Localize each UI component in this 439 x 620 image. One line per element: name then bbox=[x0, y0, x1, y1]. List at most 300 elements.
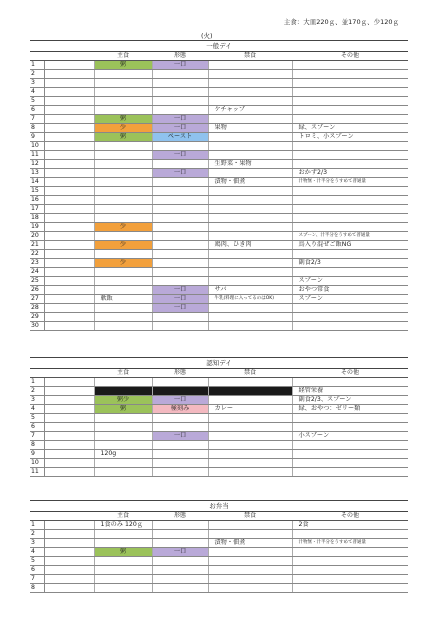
ban-cell bbox=[208, 539, 292, 548]
table-row bbox=[30, 450, 408, 459]
row-gap-cell bbox=[44, 97, 94, 106]
ban-value bbox=[209, 88, 292, 96]
form-value bbox=[153, 450, 208, 458]
ban-cell bbox=[208, 450, 292, 459]
staple-value: 粥 bbox=[95, 405, 152, 413]
ban-cell bbox=[208, 432, 292, 441]
ban-value bbox=[209, 142, 292, 150]
other-value bbox=[293, 214, 409, 222]
ban-value bbox=[209, 387, 292, 395]
form-cell bbox=[152, 214, 208, 223]
form-value: 極刻み bbox=[153, 405, 208, 413]
diet-table bbox=[30, 369, 408, 477]
row-number: 29 bbox=[30, 313, 44, 322]
row-number: 14 bbox=[30, 178, 44, 187]
staple-cell bbox=[94, 205, 152, 214]
other-cell bbox=[292, 521, 408, 530]
row-number: 10 bbox=[30, 459, 44, 468]
staple-cell bbox=[94, 250, 152, 259]
table-row bbox=[30, 396, 408, 405]
other-cell bbox=[292, 313, 408, 322]
staple-cell bbox=[94, 187, 152, 196]
other-cell bbox=[292, 566, 408, 575]
form-value bbox=[153, 423, 208, 431]
row-number: 2 bbox=[30, 70, 44, 79]
row-number: 18 bbox=[30, 214, 44, 223]
row-gap-cell bbox=[44, 557, 94, 566]
ban-cell bbox=[208, 584, 292, 593]
form-value bbox=[153, 459, 208, 467]
row-number: 25 bbox=[30, 277, 44, 286]
form-cell bbox=[152, 79, 208, 88]
table-row bbox=[30, 286, 408, 295]
other-cell bbox=[292, 378, 408, 387]
ban-cell bbox=[208, 241, 292, 250]
header-row bbox=[30, 52, 408, 61]
row-gap-cell bbox=[44, 295, 94, 304]
other-cell bbox=[292, 286, 408, 295]
row-gap-cell bbox=[44, 530, 94, 539]
staple-cell bbox=[94, 539, 152, 548]
form-cell bbox=[152, 115, 208, 124]
form-cell bbox=[152, 196, 208, 205]
other-value: 緑、おやつ：ゼリー類 bbox=[298, 405, 361, 412]
table-row bbox=[30, 575, 408, 584]
other-cell bbox=[292, 97, 408, 106]
table-row bbox=[30, 378, 408, 387]
table-row bbox=[30, 259, 408, 268]
ban-value bbox=[209, 432, 292, 440]
form-cell bbox=[152, 441, 208, 450]
section-title: 一般デイ bbox=[30, 40, 408, 52]
ban-cell bbox=[208, 178, 292, 187]
form-value bbox=[153, 259, 208, 267]
column-header-form: 形態 bbox=[152, 369, 208, 378]
staple-cell bbox=[94, 313, 152, 322]
ban-cell bbox=[208, 459, 292, 468]
table-row bbox=[30, 441, 408, 450]
form-cell bbox=[152, 548, 208, 557]
section-general-day bbox=[30, 40, 408, 331]
other-value: スプーン、汁半分をうすめて普通量 bbox=[298, 233, 370, 238]
row-number: 22 bbox=[30, 250, 44, 259]
form-value bbox=[153, 106, 208, 114]
form-value bbox=[153, 250, 208, 258]
form-cell bbox=[152, 557, 208, 566]
row-gap-cell bbox=[44, 79, 94, 88]
staple-cell bbox=[94, 232, 152, 241]
table-row bbox=[30, 214, 408, 223]
ban-value: 漬物・佃煮 bbox=[214, 178, 246, 185]
row-number: 11 bbox=[30, 151, 44, 160]
staple-cell bbox=[94, 468, 152, 477]
table-row bbox=[30, 295, 408, 304]
column-header-staple: 主食 bbox=[94, 369, 152, 378]
staple-value: 少 bbox=[95, 124, 152, 132]
other-value: 汁物無・汁半分をうすめて普通量 bbox=[298, 540, 366, 545]
table-row bbox=[30, 530, 408, 539]
row-gap-cell bbox=[44, 414, 94, 423]
ban-value bbox=[209, 133, 292, 141]
row-gap-cell bbox=[44, 133, 94, 142]
table-row bbox=[30, 97, 408, 106]
staple-value bbox=[95, 70, 152, 78]
staple-value bbox=[95, 539, 152, 547]
other-value: おかず2/3 bbox=[298, 169, 328, 176]
form-cell bbox=[152, 295, 208, 304]
row-number: 1 bbox=[30, 378, 44, 387]
table-row bbox=[30, 423, 408, 432]
ban-value bbox=[209, 151, 292, 159]
ban-cell bbox=[208, 557, 292, 566]
row-gap-cell bbox=[44, 286, 94, 295]
ban-cell bbox=[208, 405, 292, 414]
other-cell bbox=[292, 575, 408, 584]
staple-value: 120g bbox=[100, 450, 117, 457]
row-number: 13 bbox=[30, 169, 44, 178]
other-value bbox=[293, 88, 409, 96]
section-dementia-day bbox=[30, 357, 408, 477]
ban-cell bbox=[208, 295, 292, 304]
form-value bbox=[153, 205, 208, 213]
ban-cell bbox=[208, 88, 292, 97]
form-cell bbox=[152, 160, 208, 169]
ban-value bbox=[209, 378, 292, 386]
form-cell bbox=[152, 178, 208, 187]
other-cell bbox=[292, 115, 408, 124]
other-value: スプーン bbox=[298, 277, 323, 284]
ban-value bbox=[209, 277, 292, 285]
row-gap-cell bbox=[44, 196, 94, 205]
other-cell bbox=[292, 548, 408, 557]
section-title: 認知デイ bbox=[30, 357, 408, 369]
staple-cell bbox=[94, 450, 152, 459]
staple-value bbox=[95, 205, 152, 213]
ban-cell bbox=[208, 414, 292, 423]
form-value: 一口 bbox=[153, 169, 208, 177]
ban-cell bbox=[208, 142, 292, 151]
staple-value: 粥 bbox=[95, 133, 152, 141]
staple-value: 軟飯 bbox=[100, 295, 113, 302]
other-value: 2食 bbox=[298, 521, 309, 528]
staple-cell bbox=[94, 575, 152, 584]
staple-cell bbox=[94, 106, 152, 115]
form-cell bbox=[152, 468, 208, 477]
staple-value: 粥 bbox=[95, 548, 152, 556]
form-value bbox=[153, 70, 208, 78]
other-cell bbox=[292, 441, 408, 450]
other-value bbox=[293, 414, 409, 422]
row-number: 12 bbox=[30, 160, 44, 169]
ban-value bbox=[209, 548, 292, 556]
form-value: 一口 bbox=[153, 432, 208, 440]
form-cell bbox=[152, 124, 208, 133]
row-gap-cell bbox=[44, 232, 94, 241]
ban-cell bbox=[208, 115, 292, 124]
staple-value: 1食のみ 120ｇ bbox=[100, 521, 143, 528]
ban-cell bbox=[208, 286, 292, 295]
staple-cell bbox=[94, 70, 152, 79]
row-gap-cell bbox=[44, 423, 94, 432]
other-cell bbox=[292, 387, 408, 396]
ban-cell bbox=[208, 530, 292, 539]
staple-cell bbox=[94, 584, 152, 593]
header-blank bbox=[30, 512, 44, 521]
staple-value bbox=[95, 97, 152, 105]
staple-value bbox=[95, 414, 152, 422]
staple-cell bbox=[94, 548, 152, 557]
row-gap-cell bbox=[44, 88, 94, 97]
table-row bbox=[30, 405, 408, 414]
other-value bbox=[293, 151, 409, 159]
table-row bbox=[30, 187, 408, 196]
form-value bbox=[153, 521, 208, 529]
ban-cell bbox=[208, 387, 292, 396]
other-cell bbox=[292, 196, 408, 205]
row-number: 1 bbox=[30, 61, 44, 70]
row-gap-cell bbox=[44, 521, 94, 530]
other-cell bbox=[292, 160, 408, 169]
other-value: スプーン bbox=[298, 295, 323, 302]
staple-value: 少 bbox=[95, 259, 152, 267]
form-cell bbox=[152, 405, 208, 414]
row-gap-cell bbox=[44, 378, 94, 387]
form-value bbox=[153, 223, 208, 231]
column-header-ban: 禁食 bbox=[208, 369, 292, 378]
row-gap-cell bbox=[44, 142, 94, 151]
table-row bbox=[30, 169, 408, 178]
row-gap-cell bbox=[44, 396, 94, 405]
ban-value bbox=[209, 205, 292, 213]
form-value bbox=[153, 322, 208, 330]
table-row bbox=[30, 539, 408, 548]
other-value: 副食2/3、スプーン bbox=[298, 396, 352, 403]
other-cell bbox=[292, 530, 408, 539]
ban-cell bbox=[208, 378, 292, 387]
other-cell bbox=[292, 450, 408, 459]
ban-value bbox=[209, 450, 292, 458]
row-number: 4 bbox=[30, 548, 44, 557]
ban-cell bbox=[208, 160, 292, 169]
row-number: 5 bbox=[30, 414, 44, 423]
row-gap-cell bbox=[44, 575, 94, 584]
staple-value bbox=[95, 566, 152, 574]
other-cell bbox=[292, 151, 408, 160]
other-value bbox=[293, 70, 409, 78]
form-value bbox=[153, 214, 208, 222]
staple-cell bbox=[94, 441, 152, 450]
row-number: 20 bbox=[30, 232, 44, 241]
table-row bbox=[30, 133, 408, 142]
table-row bbox=[30, 151, 408, 160]
staple-cell bbox=[94, 124, 152, 133]
header-blank bbox=[30, 369, 44, 378]
row-gap-cell bbox=[44, 322, 94, 331]
table-row bbox=[30, 459, 408, 468]
ban-cell bbox=[208, 396, 292, 405]
row-number: 15 bbox=[30, 187, 44, 196]
table-row bbox=[30, 566, 408, 575]
other-cell bbox=[292, 405, 408, 414]
ban-value bbox=[209, 169, 292, 177]
form-value bbox=[153, 575, 208, 583]
form-cell bbox=[152, 97, 208, 106]
row-number: 10 bbox=[30, 142, 44, 151]
row-number: 8 bbox=[30, 124, 44, 133]
staple-value: 少 bbox=[95, 223, 152, 231]
staple-cell bbox=[94, 557, 152, 566]
staple-value bbox=[95, 530, 152, 538]
other-cell bbox=[292, 304, 408, 313]
ban-cell bbox=[208, 223, 292, 232]
form-value bbox=[153, 268, 208, 276]
staple-value bbox=[95, 214, 152, 222]
form-value: 一口 bbox=[153, 304, 208, 312]
row-gap-cell bbox=[44, 205, 94, 214]
table-row bbox=[30, 548, 408, 557]
other-value bbox=[293, 106, 409, 114]
table-row bbox=[30, 70, 408, 79]
form-cell bbox=[152, 286, 208, 295]
other-cell bbox=[292, 259, 408, 268]
row-gap-cell bbox=[44, 441, 94, 450]
staple-cell bbox=[94, 304, 152, 313]
staple-value bbox=[95, 277, 152, 285]
row-gap-cell bbox=[44, 187, 94, 196]
row-number: 7 bbox=[30, 575, 44, 584]
other-cell bbox=[292, 295, 408, 304]
staple-value bbox=[95, 169, 152, 177]
staple-cell bbox=[94, 214, 152, 223]
form-value: 一口 bbox=[153, 295, 208, 303]
other-value bbox=[293, 268, 409, 276]
table-row bbox=[30, 322, 408, 331]
other-value: 汁物無・汁半分をうすめて普通量 bbox=[298, 179, 366, 184]
row-number: 23 bbox=[30, 259, 44, 268]
staple-cell bbox=[94, 459, 152, 468]
form-value: 一口 bbox=[153, 151, 208, 159]
column-header-other: その他 bbox=[292, 52, 408, 61]
staple-value bbox=[95, 178, 152, 186]
form-value bbox=[153, 277, 208, 285]
staple-value bbox=[95, 160, 152, 168]
table-row bbox=[30, 61, 408, 70]
row-number: 17 bbox=[30, 205, 44, 214]
row-gap-cell bbox=[44, 124, 94, 133]
other-value bbox=[293, 115, 409, 123]
staple-cell bbox=[94, 286, 152, 295]
row-number: 8 bbox=[30, 584, 44, 593]
staple-value bbox=[95, 187, 152, 195]
other-value bbox=[293, 450, 409, 458]
other-cell bbox=[292, 241, 408, 250]
row-number: 2 bbox=[30, 530, 44, 539]
ban-value: 鶏肉、ひき肉 bbox=[214, 241, 252, 248]
table-row bbox=[30, 196, 408, 205]
ban-cell bbox=[208, 268, 292, 277]
staple-value bbox=[95, 468, 152, 476]
table-row bbox=[30, 241, 408, 250]
ban-value bbox=[209, 232, 292, 240]
form-value bbox=[153, 79, 208, 87]
staple-value bbox=[95, 387, 152, 395]
form-value: 一口 bbox=[153, 548, 208, 556]
other-cell bbox=[292, 459, 408, 468]
row-gap-cell bbox=[44, 405, 94, 414]
table-row bbox=[30, 387, 408, 396]
row-number: 2 bbox=[30, 387, 44, 396]
table-row bbox=[30, 414, 408, 423]
header-blank bbox=[44, 369, 94, 378]
ban-cell bbox=[208, 205, 292, 214]
staple-cell bbox=[94, 259, 152, 268]
form-cell bbox=[152, 106, 208, 115]
form-cell bbox=[152, 387, 208, 396]
form-value bbox=[153, 241, 208, 249]
form-value: 一口 bbox=[153, 286, 208, 294]
row-number: 27 bbox=[30, 295, 44, 304]
table-row bbox=[30, 106, 408, 115]
form-cell bbox=[152, 459, 208, 468]
form-cell bbox=[152, 250, 208, 259]
form-cell bbox=[152, 241, 208, 250]
form-value bbox=[153, 142, 208, 150]
other-cell bbox=[292, 133, 408, 142]
table-row bbox=[30, 313, 408, 322]
section-bento bbox=[30, 500, 408, 593]
row-number: 21 bbox=[30, 241, 44, 250]
ban-value bbox=[209, 70, 292, 78]
form-cell bbox=[152, 268, 208, 277]
ban-value bbox=[209, 557, 292, 565]
form-value bbox=[153, 387, 208, 395]
staple-value bbox=[95, 286, 152, 294]
column-header-other: その他 bbox=[292, 512, 408, 521]
ban-cell bbox=[208, 61, 292, 70]
form-cell bbox=[152, 61, 208, 70]
staple-cell bbox=[94, 414, 152, 423]
staple-cell bbox=[94, 405, 152, 414]
ban-cell bbox=[208, 250, 292, 259]
ban-cell bbox=[208, 133, 292, 142]
other-value bbox=[293, 566, 409, 574]
staple-value bbox=[95, 584, 152, 592]
other-value bbox=[293, 468, 409, 476]
ban-value bbox=[209, 459, 292, 467]
form-cell bbox=[152, 396, 208, 405]
other-cell bbox=[292, 268, 408, 277]
other-value bbox=[293, 459, 409, 467]
table-row bbox=[30, 160, 408, 169]
form-cell bbox=[152, 259, 208, 268]
other-cell bbox=[292, 70, 408, 79]
other-value bbox=[293, 378, 409, 386]
ban-cell bbox=[208, 79, 292, 88]
form-value bbox=[153, 530, 208, 538]
table-row bbox=[30, 250, 408, 259]
other-value bbox=[293, 530, 409, 538]
table-row bbox=[30, 232, 408, 241]
row-number: 19 bbox=[30, 223, 44, 232]
other-value bbox=[293, 423, 409, 431]
staple-cell bbox=[94, 196, 152, 205]
row-gap-cell bbox=[44, 450, 94, 459]
row-gap-cell bbox=[44, 584, 94, 593]
ban-value bbox=[209, 268, 292, 276]
row-gap-cell bbox=[44, 151, 94, 160]
row-gap-cell bbox=[44, 539, 94, 548]
ban-value bbox=[209, 61, 292, 69]
